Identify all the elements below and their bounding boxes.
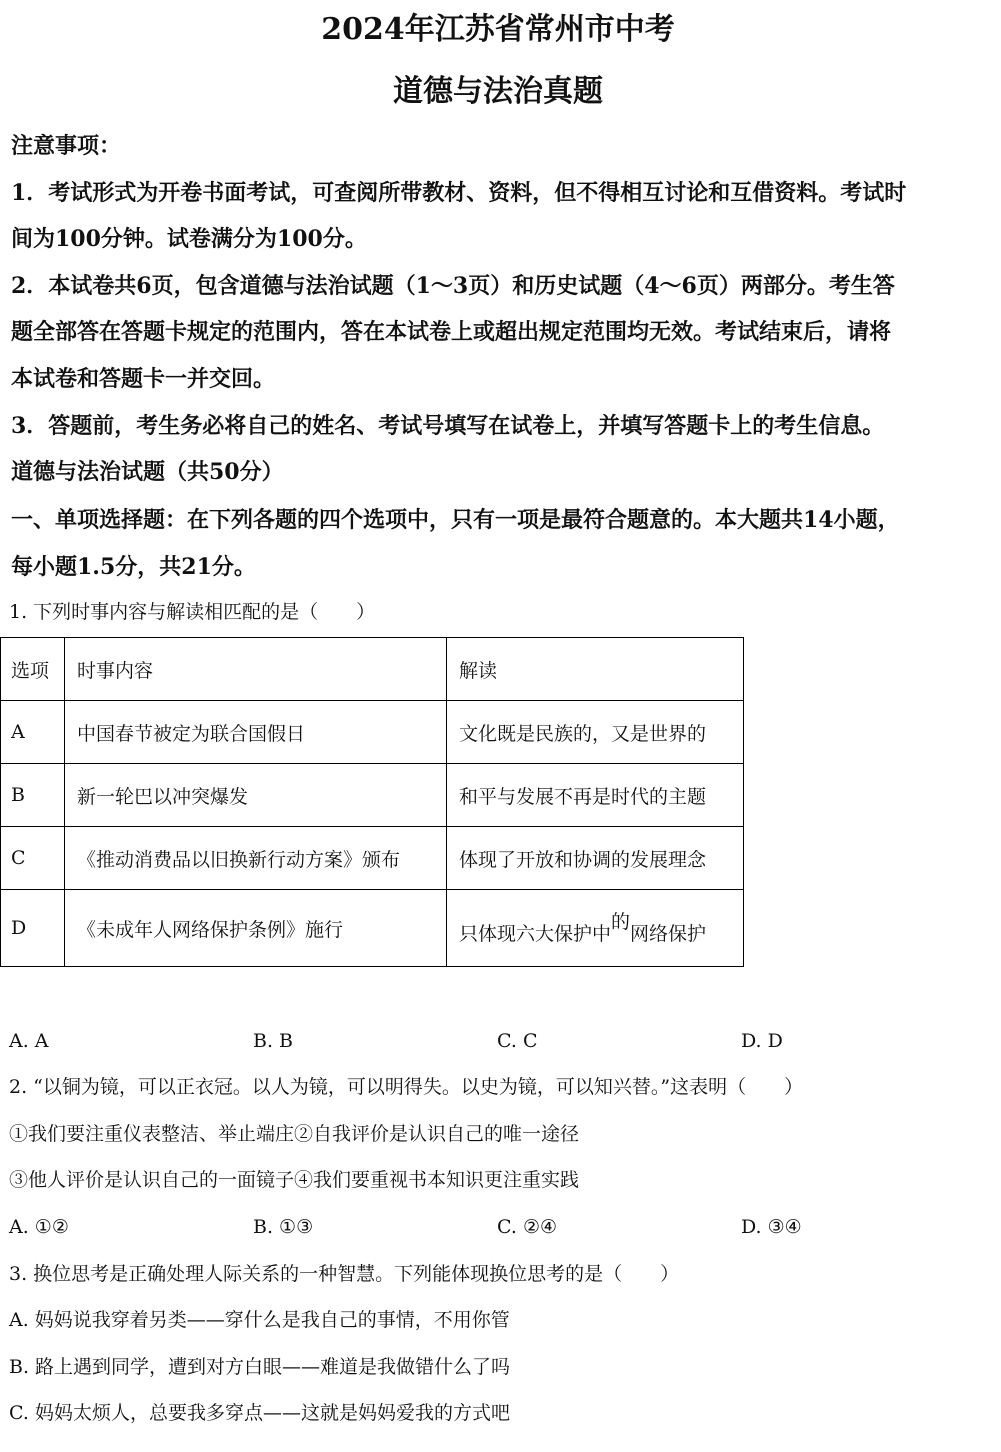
table-row xyxy=(1,890,744,967)
table-cell xyxy=(447,890,744,967)
table-header-cell: 解读 xyxy=(447,638,744,701)
notice-line: 2．本试卷共6页，包含道德与法治试题（1～3页）和历史试题（4～6页）两部分。考生答 xyxy=(11,273,895,299)
table-cell: 《推动消费品以旧换新行动方案》颁布 xyxy=(65,827,447,890)
table-cell: C xyxy=(1,827,65,890)
exam-subtitle: 道德与法治真题 xyxy=(393,74,603,109)
notice-line: 3．答题前，考生务必将自己的姓名、考试号填写在试卷上，并填写答题卡上的考生信息。 xyxy=(11,413,885,439)
table-cell: A xyxy=(1,701,65,764)
table-cell: 文化既是民族的，又是世界的 xyxy=(447,701,744,764)
table-row xyxy=(1,764,744,827)
table-cell: 《未成年人网络保护条例》施行 xyxy=(65,890,447,967)
q2-option-a[interactable]: A. ①② xyxy=(9,1216,69,1238)
q3-option-c[interactable]: C. 妈妈太烦人，总要我多穿点——这就是妈妈爱我的方式吧 xyxy=(9,1402,510,1424)
table-header-row xyxy=(1,638,744,701)
q2-stem: 2. “以铜为镜，可以正衣冠。以人为镜，可以明得失。以史为镜，可以知兴替。”这表明（ ） xyxy=(9,1076,804,1098)
q1-option-b[interactable]: B. B xyxy=(253,1030,294,1052)
part1-instruction: 一、单项选择题：在下列各题的四个选项中，只有一项是最符合题意的。本大题共14小题， xyxy=(11,507,900,533)
q2-option-d[interactable]: D. ③④ xyxy=(741,1216,802,1238)
table-cell-text: 网络保护 xyxy=(630,922,707,945)
notice-line: 1．考试形式为开卷书面考试，可查阅所带教材、资料，但不得相互讨论和互借资料。考试时 xyxy=(11,180,907,206)
table-cell: 和平与发展不再是时代的主题 xyxy=(447,764,744,827)
q1-option-c[interactable]: C. C xyxy=(497,1030,538,1052)
q1-stem: 1. 下列时事内容与解读相匹配的是（ ） xyxy=(9,601,376,623)
table-cell: B xyxy=(1,764,65,827)
notice-line: 题全部答在答题卡规定的范围内，答在本试卷上或超出规定范围均无效。考试结束后，请将 xyxy=(11,319,892,345)
q3-stem: 3. 换位思考是正确处理人际关系的一种智慧。下列能体现换位思考的是（ ） xyxy=(9,1263,680,1285)
raised-char: 的 xyxy=(611,910,631,933)
table-row xyxy=(1,701,744,764)
section-heading: 道德与法治试题（共50分） xyxy=(11,459,284,485)
table-header-cell: 时事内容 xyxy=(65,638,447,701)
q3-option-a[interactable]: A. 妈妈说我穿着另类——穿什么是我自己的事情，不用你管 xyxy=(9,1309,510,1331)
exam-title: 2024年江苏省常州市中考 xyxy=(321,12,675,47)
table-header-cell: 选项 xyxy=(1,638,65,701)
notice-line: 间为100分钟。试卷满分为100分。 xyxy=(11,226,367,252)
notice-line: 本试卷和答题卡一并交回。 xyxy=(11,366,276,392)
q2-item: ③他人评价是认识自己的一面镜子④我们要重视书本知识更注重实践 xyxy=(9,1169,580,1191)
part1-instruction: 每小题1.5分，共21分。 xyxy=(11,554,256,580)
table-cell: 新一轮巴以冲突爆发 xyxy=(65,764,447,827)
q2-option-b[interactable]: B. ①③ xyxy=(253,1216,314,1238)
table-row xyxy=(1,827,744,890)
q1-table xyxy=(0,637,744,967)
table-cell: 中国春节被定为联合国假日 xyxy=(65,701,447,764)
table-cell: 体现了开放和协调的发展理念 xyxy=(447,827,744,890)
q1-option-a[interactable]: A. A xyxy=(9,1030,49,1052)
q1-option-d[interactable]: D. D xyxy=(741,1030,783,1052)
q3-option-b[interactable]: B. 路上遇到同学，遭到对方白眼——难道是我做错什么了吗 xyxy=(9,1356,511,1378)
notice-heading: 注意事项： xyxy=(11,133,122,159)
q2-item: ①我们要注重仪表整洁、举止端庄②自我评价是认识自己的唯一途径 xyxy=(9,1123,580,1145)
q2-option-c[interactable]: C. ②④ xyxy=(497,1216,558,1238)
table-cell: D xyxy=(1,890,65,967)
table-cell-text: 只体现六大保护中 xyxy=(459,922,612,945)
